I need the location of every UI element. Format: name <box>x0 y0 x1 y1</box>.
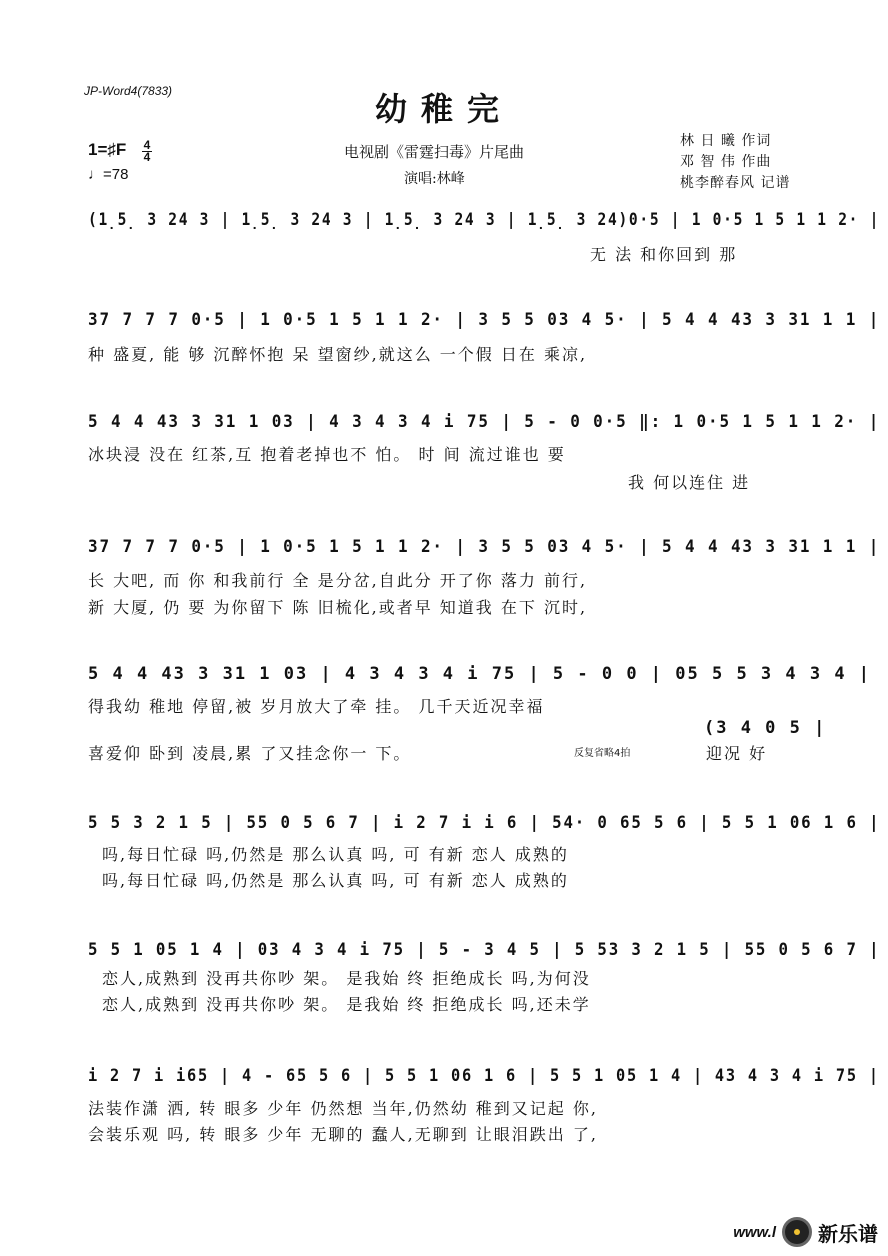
lyric-line-verse2: 会装乐观 吗, 转 眼多 少年 无聊的 蠢人,无聊到 让眼泪跌出 了, <box>88 1125 598 1144</box>
time-signature-bottom: 4 <box>143 150 151 164</box>
alternate-notation: (3 4 0 5 | <box>704 718 827 738</box>
lyric-line-verse2: 新 大厦, 仍 要 为你留下 陈 旧梳化,或者早 知道我 在下 沉时, <box>88 598 588 617</box>
notation-line: 5 4 4 43 3 31 1 03 | 4 3 4 3 4 i 75 | 5 - 0 0 | 05 5 5 3 4 3 4 | <box>88 664 872 684</box>
song-title: 幼稚完 <box>374 90 513 128</box>
time-signature-top: 4 <box>143 138 151 152</box>
lyricist-credit: 林 日 曦 作词 <box>680 133 772 149</box>
notation-line: 5 5 3 2 1 5 | 55 0 5 6 7 | i 2 7 i i 6 | 54· 0 65 5 6 | 5 5 1 06 1 6 | <box>88 813 881 833</box>
lyric-line: 无 法 和你回到 那 <box>590 245 738 264</box>
notation-line: i 2 7 i i65 | 4 - 65 5 6 | 5 5 1 06 1 6 | 5 5 1 05 1 4 | 43 4 3 4 i 75 | <box>88 1066 880 1086</box>
notation-line: 5 4 4 43 3 31 1 03 | 4 3 4 3 4 i 75 | 5 - 0 0·5 ‖: 1 0·5 1 5 1 1 2· | <box>88 412 881 432</box>
lyric-line: 法装作潇 洒, 转 眼多 少年 仍然想 当年,仍然幼 稚到又记起 你, <box>88 1099 598 1118</box>
notation-line: 5 5 1 05 1 4 | 03 4 3 4 i 75 | 5 - 3 4 5 | 5 53 3 2 1 5 | 55 0 5 6 7 | <box>88 940 881 960</box>
notation-line: 37 7 7 7 0·5 | 1 0·5 1 5 1 1 2· | 3 5 5 03 4 5· | 5 4 4 43 3 31 1 1 | <box>88 537 881 557</box>
song-subtitle: 电视剧《雷霆扫毒》片尾曲 <box>344 143 525 161</box>
composer-credit: 邓 智 伟 作曲 <box>680 154 772 170</box>
singer-credit: 演唱:林峰 <box>404 171 465 187</box>
transcriber-credit: 桃李醉春风 记谱 <box>680 175 791 191</box>
alternate-lyric: 迎况 好 <box>706 744 768 763</box>
lyric-line: 得我幼 稚地 停留,被 岁月放大了牵 挂。 几千天近况幸福 <box>88 697 545 716</box>
lyric-line: 冰块浸 没在 红茶,互 抱着老掉也不 怕。 时 间 流过谁也 要 <box>88 445 566 464</box>
lyric-line: 恋人,成熟到 没再共你吵 架。 是我始 终 拒绝成长 吗,为何没 <box>102 969 591 988</box>
lyric-line-verse2: 喜爱仰 卧到 凌晨,累 了又挂念你一 下。 <box>88 744 412 763</box>
record-icon <box>782 1217 812 1247</box>
repeat-note: 反复省略4拍 <box>574 748 631 759</box>
tempo-mark: ♩=78 <box>88 166 129 183</box>
notation-line: (1̣5̣ 3 24 3 | 1̣5̣ 3 24 3 | 1̣5̣ 3 24 3 | 1̣5̣ 3 24)0·5 | 1 0·5 1 5 1 1 2· | <box>88 210 881 230</box>
lyric-line: 种 盛夏, 能 够 沉醉怀抱 呆 望窗纱,就这么 一个假 日在 乘凉, <box>88 345 588 364</box>
lyric-line-verse2: 吗,每日忙碌 吗,仍然是 那么认真 吗, 可 有新 恋人 成熟的 <box>102 871 569 890</box>
time-signature <box>142 140 152 163</box>
logo-brand: 新乐谱 <box>818 1221 878 1246</box>
lyric-line-verse2: 我 何以连住 进 <box>628 473 751 492</box>
notation-line: 37 7 7 7 0·5 | 1 0·5 1 5 1 1 2· | 3 5 5 03 4 5· | 5 4 4 43 3 31 1 1 | <box>88 310 881 330</box>
lyric-line: 吗,每日忙碌 吗,仍然是 那么认真 吗, 可 有新 恋人 成熟的 <box>102 845 569 864</box>
logo-url: www.l <box>733 1223 776 1241</box>
key-signature: 1=♯F <box>88 140 127 159</box>
source-label: JP-Word4(7833) <box>84 84 173 98</box>
lyric-line: 长 大吧, 而 你 和我前行 全 是分岔,自此分 开了你 落力 前行, <box>88 571 588 590</box>
lyric-line-verse2: 恋人,成熟到 没再共你吵 架。 是我始 终 拒绝成长 吗,还未学 <box>102 995 591 1014</box>
site-logo <box>733 1212 878 1252</box>
